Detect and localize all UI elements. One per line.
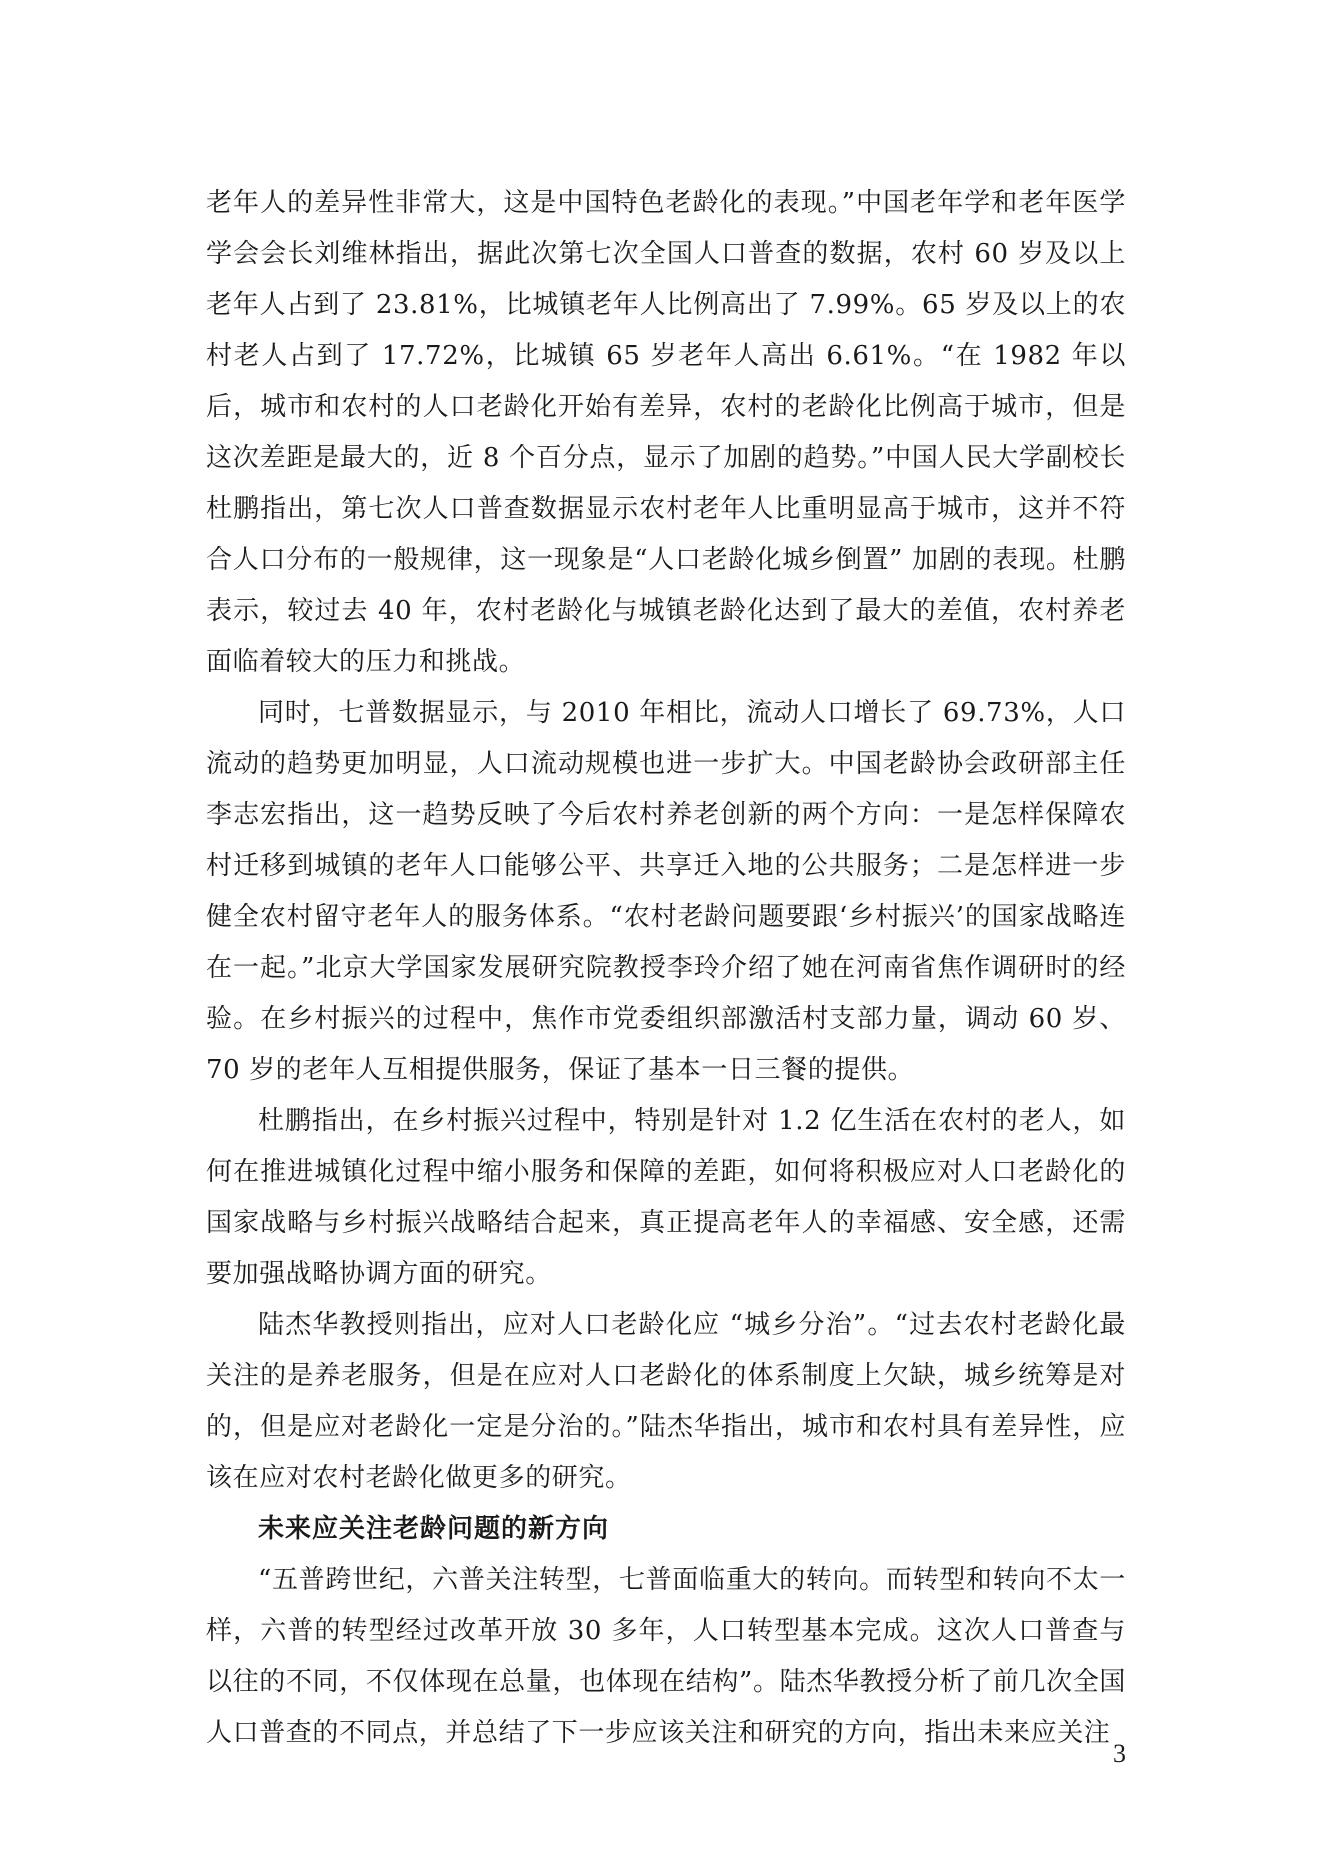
- paragraph-census-comparison: “五普跨世纪，六普关注转型，七普面临重大的转向。而转型和转向不太一样，六普的转型经过改革开放 30 多年，人口转型基本完成。这次人口普查与以往的不同，不仅体现在总量，也体现在结构”。陆杰华教授分析了前几次全国人口普查的不同点，并总结了下一步应该关注和研究的方向，指出未来应关注: [206, 1565, 1126, 1748]
- paragraph-rural-revitalization: 杜鹏指出，在乡村振兴过程中，特别是针对 1.2 亿生活在农村的老人，如何在推进城镇化过程中缩小服务和保障的差距，如何将积极应对人口老龄化的国家战略与乡村振兴战略结合起来，真正提高老年人的幸福感、安全感，还需要加强战略协调方面的研究。: [206, 1106, 1126, 1289]
- page-number: 3: [1113, 1739, 1126, 1768]
- paragraph-urban-rural-governance: 陆杰华教授则指出，应对人口老龄化应 “城乡分治”。“过去农村老龄化最关注的是养老服务，但是在应对人口老龄化的体系制度上欠缺，城乡统筹是对的，但是应对老龄化一定是分治的。”陆杰华指出，城市和农村具有差异性，应该在应对农村老龄化做更多的研究。: [206, 1310, 1126, 1493]
- paragraph-migration: 同时，七普数据显示，与 2010 年相比，流动人口增长了 69.73%，人口流动的趋势更加明显，人口流动规模也进一步扩大。中国老龄协会政研部主任李志宏指出，这一趋势反映了今后农村养老创新的两个方向：一是怎样保障农村迁移到城镇的老年人口能够公平、共享迁入地的公共服务；二是怎样进一步健全农村留守老年人的服务体系。“农村老龄问题要跟‘乡村振兴’的国家战略连在一起。”北京大学国家发展研究院教授李玲介绍了她在河南省焦作调研时的经验。在乡村振兴的过程中，焦作市党委组织部激活村支部力量，调动 60 岁、70 岁的老年人互相提供服务，保证了基本一日三餐的提供。: [206, 698, 1127, 1085]
- body-text: [206, 178, 1126, 1759]
- section-heading: 未来应关注老龄问题的新方向: [258, 1514, 610, 1544]
- paragraph-continued: 老年人的差异性非常大，这是中国特色老龄化的表现。”中国老年学和老年医学学会会长刘维林指出，据此次第七次全国人口普查的数据，农村 60 岁及以上老年人占到了 23.81%，比城镇老年人比例高出了 7.99%。65 岁及以上的农村老人占到了 17.72%，比城镇 65 岁老年人高出 6.61%。“在 1982 年以后，城市和农村的人口老龄化开始有差异，农村的老龄化比例高于城市，但是这次差距是最大的，近 8 个百分点，显示了加剧的趋势。”中国人民大学副校长杜鹏指出，第七次人口普查数据显示农村老年人比重明显高于城市，这并不符合人口分布的一般规律，这一现象是“人口老龄化城乡倒置” 加剧的表现。杜鹏表示，较过去 40 年，农村老龄化与城镇老龄化达到了最大的差值，农村养老面临着较大的压力和挑战。: [206, 188, 1126, 677]
